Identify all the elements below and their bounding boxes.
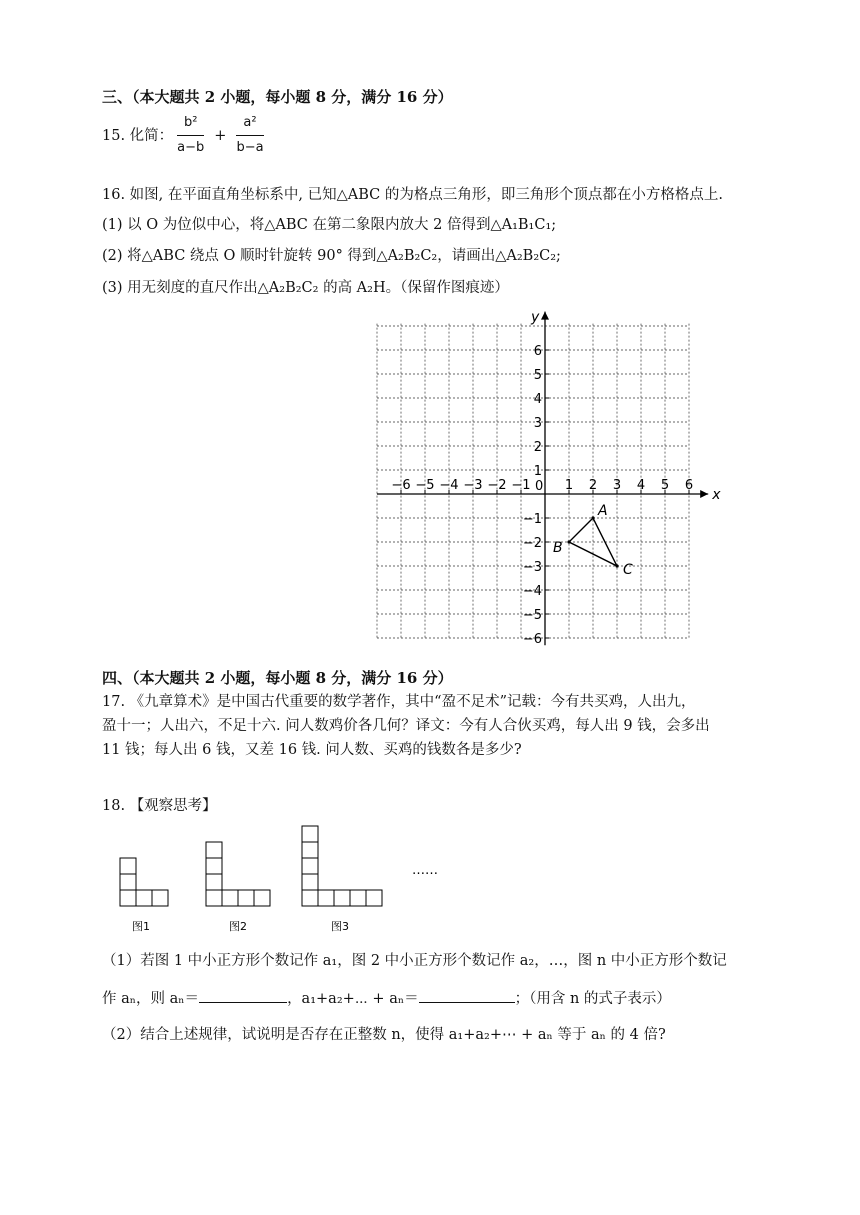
ellipsis: …… [412, 863, 438, 878]
small-square [206, 874, 222, 890]
fraction-1 [177, 112, 204, 159]
q18-title: 18. 【观察思考】 [102, 798, 217, 814]
answer-blank-sum[interactable] [419, 1002, 515, 1003]
q16-part2: (2) 将△ABC 绕点 O 顺时针旋转 90° 得到△A₂B₂C₂，请画出△A₂B₂C₂; [102, 248, 561, 264]
q18-part2: （2）结合上述规律，试说明是否存在正整数 n，使得 a₁+a₂+⋯ + aₙ 等于 aₙ 的 4 倍? [102, 1027, 666, 1043]
small-square [254, 890, 270, 906]
fraction-2-numerator: a² [236, 112, 263, 136]
y-tick-label: 6 [533, 344, 542, 359]
small-square [302, 858, 318, 874]
x-axis-arrow [700, 490, 708, 498]
figure-1-label: 图1 [132, 920, 150, 933]
small-square [136, 890, 152, 906]
q18-part1-line2 [102, 988, 671, 1010]
fraction-2 [236, 112, 263, 159]
figure-2-label: 图2 [229, 920, 247, 933]
y-axis-label: y [531, 309, 540, 326]
pattern-figures [110, 822, 450, 937]
small-square [206, 842, 222, 858]
x-tick-label: −6 [391, 478, 411, 493]
small-square [302, 874, 318, 890]
q17-line3: 11 钱；每人出 6 钱，又差 16 钱. 问人数、买鸡的钱数各是多少? [102, 742, 522, 758]
x-tick-label: −1 [511, 478, 531, 493]
y-tick-label: 4 [533, 392, 542, 407]
small-square [318, 890, 334, 906]
y-tick-label: 1 [533, 464, 542, 479]
x-tick-label: 2 [588, 478, 598, 493]
small-square [120, 858, 136, 874]
vertex-point-b [567, 540, 570, 543]
y-tick-label: 3 [533, 416, 542, 431]
question-15 [102, 112, 268, 159]
q16-part1: (1) 以 O 为位似中心，将△ABC 在第二象限内放大 2 倍得到△A₁B₁C₁; [102, 217, 557, 233]
q18-part1-c: ；（用含 n 的式子表示） [514, 991, 671, 1007]
small-square [152, 890, 168, 906]
small-square [120, 890, 136, 906]
q18-part1-a: 作 aₙ，则 aₙ＝ [102, 991, 200, 1007]
small-square [366, 890, 382, 906]
small-square [302, 842, 318, 858]
x-tick-label: −4 [439, 478, 459, 493]
q18-part1-line1: （1）若图 1 中小正方形个数记作 a₁，图 2 中小正方形个数记作 a₂，…，图 n 中小正方形个数记 [102, 953, 727, 969]
x-tick-label: −3 [463, 478, 483, 493]
small-square [120, 874, 136, 890]
origin-label: 0 [535, 479, 544, 494]
y-tick-label: −5 [522, 608, 542, 623]
x-tick-label: 5 [660, 478, 670, 493]
x-tick-label: 3 [612, 478, 622, 493]
x-tick-label: −2 [487, 478, 507, 493]
q18-part1-b: ，a₁+a₂+⋯ + aₙ＝ [287, 991, 419, 1007]
q17-line1: 17. 《九章算术》是中国古代重要的数学著作，其中“盈不足术”记载：今有共买鸡，人出九， [102, 694, 696, 710]
small-square [302, 890, 318, 906]
small-square [238, 890, 254, 906]
vertex-label-a: A [598, 503, 608, 519]
x-tick-label: −5 [415, 478, 435, 493]
vertex-label-c: C [623, 562, 633, 578]
q16-stem: 16. 如图, 在平面直角坐标系中, 已知△ABC 的为格点三角形，即三角形个顶点都在小方格格点上. [102, 187, 723, 203]
fraction-1-numerator: b² [177, 112, 204, 136]
vertex-point-a [591, 516, 594, 519]
vertex-label-b: B [553, 540, 563, 556]
x-tick-label: 1 [564, 478, 574, 493]
small-square [334, 890, 350, 906]
q17-line2: 盈十一；人出六，不足十六. 问人数鸡价各几何？译文：今有人合伙买鸡，每人出 9 钱，会多出 [102, 718, 710, 734]
tick-labels [391, 344, 693, 647]
fraction-2-denominator: b−a [236, 140, 264, 155]
y-tick-label: −1 [522, 512, 542, 527]
x-axis-label: x [712, 487, 721, 503]
small-square [350, 890, 366, 906]
y-tick-label: −3 [522, 560, 542, 575]
vertex-point-c [615, 564, 618, 567]
y-tick-label: −4 [522, 584, 542, 599]
x-tick-label: 4 [636, 478, 646, 493]
small-square [302, 826, 318, 842]
coordinate-grid [391, 300, 745, 647]
y-tick-label: −2 [522, 536, 542, 551]
y-tick-label: 2 [533, 440, 542, 455]
y-tick-label: 5 [533, 368, 542, 383]
q15-prefix: 15. 化简： [102, 127, 174, 144]
figure-3-label: 图3 [331, 920, 349, 933]
q16-part3: (3) 用无刻度的直尺作出△A₂B₂C₂ 的高 A₂H。（保留作图痕迹） [102, 280, 509, 296]
section-4-heading: 四、（本大题共 2 小题，每小题 8 分，满分 16 分） [102, 669, 453, 687]
small-square [206, 858, 222, 874]
answer-blank-an[interactable] [199, 1002, 287, 1003]
square-figures [120, 826, 382, 906]
fraction-1-denominator: a−b [177, 140, 205, 155]
x-tick-label: 6 [684, 478, 694, 493]
small-square [206, 890, 222, 906]
small-square [222, 890, 238, 906]
y-axis-arrow [541, 312, 549, 320]
section-3-heading: 三、（本大题共 2 小题，每小题 8 分，满分 16 分） [102, 88, 453, 106]
plus-sign: + [214, 127, 227, 144]
y-tick-label: −6 [522, 632, 542, 647]
